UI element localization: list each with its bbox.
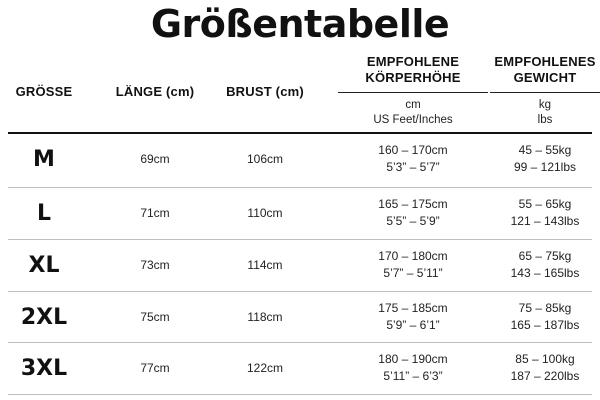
table-row	[0, 292, 600, 343]
height-cm: 180 – 190cm	[378, 352, 448, 366]
weight-lbs: 165 – 187lbs	[510, 318, 580, 332]
weight-lbs: 187 – 220lbs	[510, 369, 580, 383]
weight-lbs: 121 – 143lbs	[510, 214, 580, 228]
height-values	[338, 351, 488, 385]
chest-value: 122cm	[246, 361, 284, 375]
height-values	[338, 248, 488, 282]
header-weight-unit-kg: kg	[538, 99, 552, 111]
chest-value: 110cm	[247, 206, 283, 220]
height-cm: 175 – 185cm	[378, 301, 448, 315]
header-height-line2: KÖRPERHÖHE	[365, 70, 461, 85]
header-height-units	[338, 98, 488, 128]
height-cm: 165 – 175cm	[378, 197, 448, 211]
row-divider	[8, 394, 592, 395]
height-ft: 5’11” – 6’3”	[383, 369, 443, 383]
header-chest: BRUST (cm)	[226, 84, 304, 99]
height-cm: 170 – 180cm	[378, 249, 448, 263]
height-ft: 5’7” – 5’11”	[383, 266, 443, 280]
header-weight-units	[490, 98, 600, 128]
header-height-unit-ft: US Feet/Inches	[373, 114, 453, 126]
length-value: 73cm	[140, 258, 170, 272]
weight-lbs: 143 – 165lbs	[510, 266, 580, 280]
weight-values	[490, 248, 600, 282]
header-height-unit-cm: cm	[405, 99, 421, 111]
weight-kg: 55 – 65kg	[518, 197, 572, 211]
height-ft: 5’9” – 6’1”	[386, 318, 440, 332]
length-value: 77cm	[140, 361, 170, 375]
header-height	[338, 54, 488, 86]
height-values	[338, 196, 488, 230]
weight-kg: 65 – 75kg	[518, 249, 572, 263]
height-values	[338, 300, 488, 334]
weight-lbs: 99 – 121lbs	[513, 160, 577, 174]
weight-kg: 75 – 85kg	[518, 301, 572, 315]
weight-kg: 45 – 55kg	[518, 143, 572, 157]
header-size: GRÖSSE	[15, 84, 73, 99]
header-weight-line2: GEWICHT	[513, 70, 577, 85]
weight-values	[490, 300, 600, 334]
height-cm: 160 – 170cm	[378, 143, 448, 157]
chest-value: 118cm	[247, 310, 283, 324]
header-weight	[490, 54, 600, 86]
size-label: L	[36, 201, 52, 226]
height-ft: 5’3” – 5’7”	[386, 160, 440, 174]
length-value: 71cm	[140, 206, 170, 220]
weight-values	[490, 351, 600, 385]
weight-kg: 85 – 100kg	[515, 352, 575, 366]
chest-value: 114cm	[247, 258, 283, 272]
table-row	[0, 343, 600, 394]
size-label: M	[33, 147, 55, 172]
weight-values	[490, 142, 600, 176]
size-label: 3XL	[20, 356, 68, 381]
weight-values	[490, 196, 600, 230]
size-label: 2XL	[20, 305, 68, 330]
table-row	[0, 188, 600, 239]
height-values	[338, 142, 488, 176]
header-height-divider	[338, 92, 488, 93]
size-label: XL	[28, 253, 60, 278]
header-weight-unit-lbs: lbs	[537, 114, 553, 126]
table-row	[0, 134, 600, 185]
header-height-line1: EMPFOHLENE	[366, 54, 460, 69]
table-row	[0, 240, 600, 291]
page-title: Größentabelle	[150, 2, 450, 46]
header-weight-divider	[490, 92, 600, 93]
chest-value: 106cm	[246, 152, 284, 166]
length-value: 75cm	[140, 310, 170, 324]
length-value: 69cm	[140, 152, 170, 166]
header-weight-line1: EMPFOHLENES	[494, 54, 596, 69]
header-length: LÄNGE (cm)	[115, 84, 195, 99]
height-ft: 5’5” – 5’9”	[386, 214, 440, 228]
